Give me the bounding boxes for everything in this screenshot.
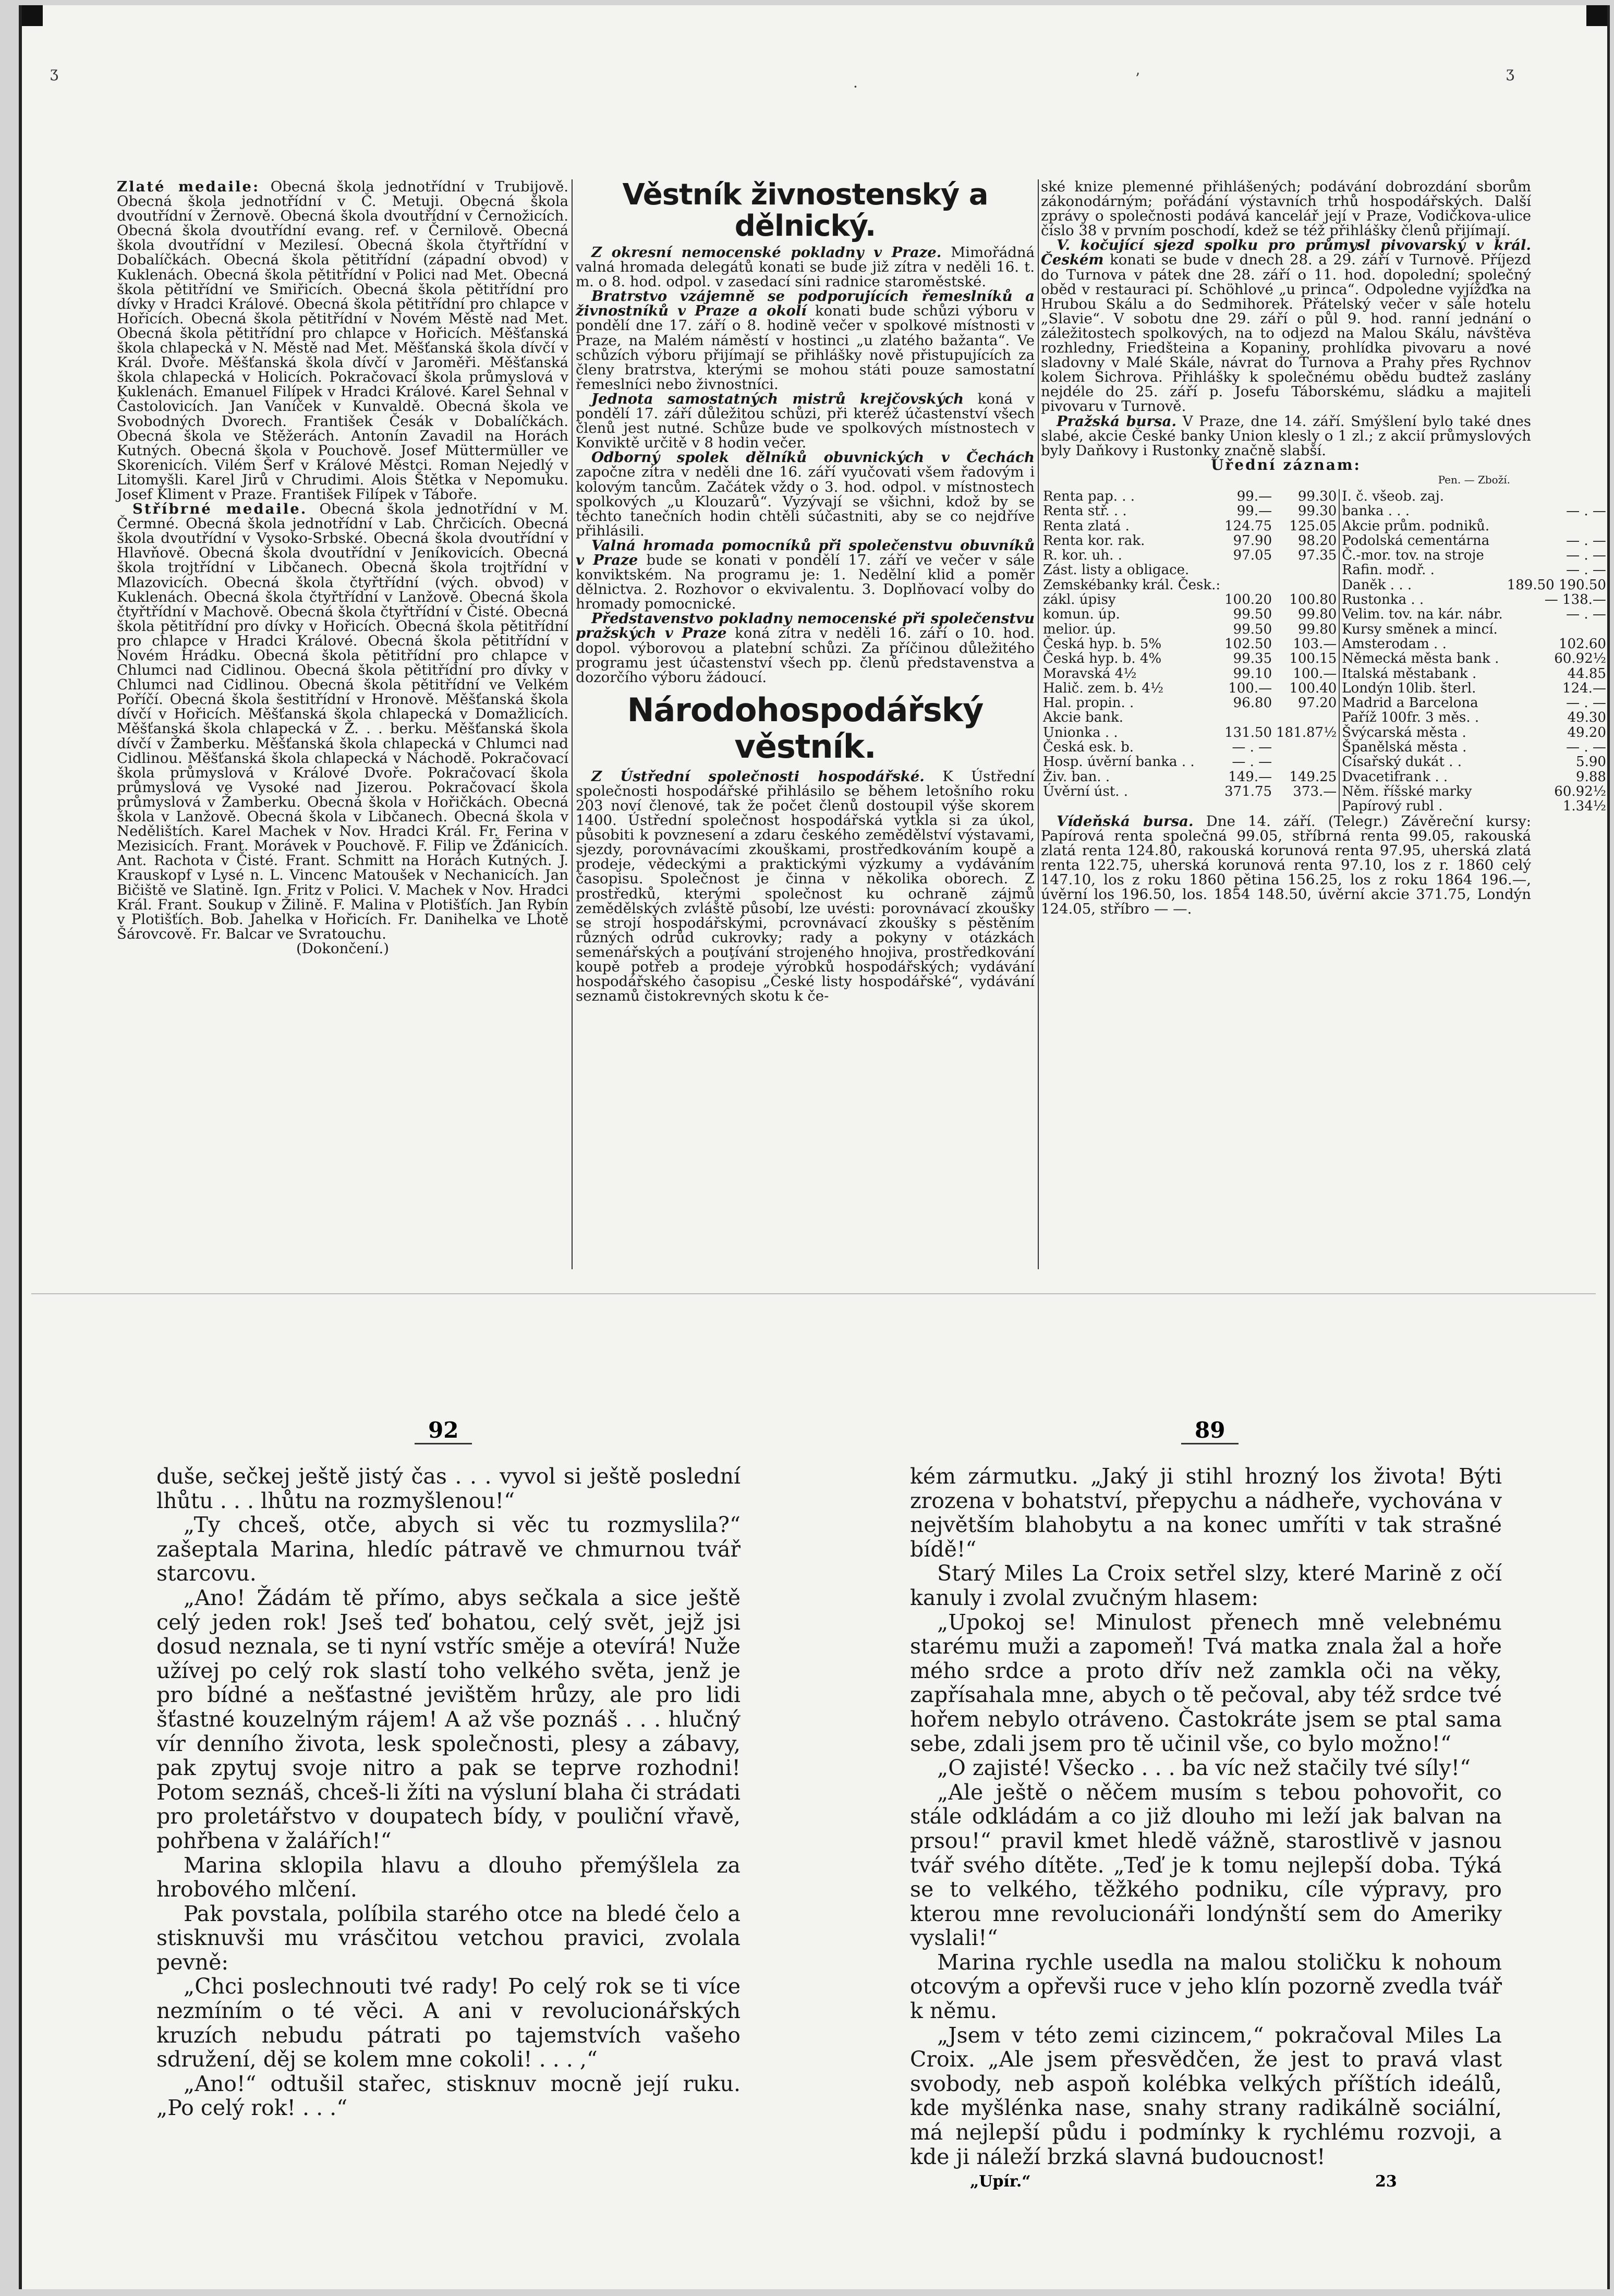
- quote-label: Velim. tov. na kár. nábr.: [1339, 607, 1504, 622]
- quote-label: Hal. propin. .: [1043, 695, 1134, 711]
- margin-mark: ʒ: [1506, 64, 1514, 81]
- item-text: koná zítra v neděli 16. září o 10. hod. dopol. výborovou a platební schůzi. Za příčinou důležitého programu jest účastenství všech pp. členů představenstva a dozorčího výboru žádoucí.: [576, 625, 1035, 686]
- quote-value: 97.35: [1297, 548, 1337, 564]
- quote-value: — 138.—: [1544, 592, 1606, 608]
- story-paragraph: „Ty chceš, otče, abych si věc tu rozmyslila?“ zašeptala Marina, hledíc pátravě ve chmurnou tvář starcovu.: [156, 1512, 741, 1586]
- quote-value: 100.40: [1289, 680, 1337, 696]
- quote-value: 99.50: [1233, 621, 1272, 637]
- quote-value: 99.—: [1236, 488, 1272, 504]
- scan-corner-left: [22, 5, 43, 26]
- quote-value: 49.30: [1567, 710, 1606, 726]
- quote-value: 99.30: [1297, 503, 1337, 519]
- quote-value: — . —: [1566, 695, 1606, 711]
- quote-row: [1041, 666, 1608, 681]
- quote-value: [1505, 622, 1608, 637]
- quote-value: [1274, 799, 1339, 813]
- item-text: koná v pondělí 17. září důležitou schůzi, při kteréž účastenství všech členů jest nutné. Schůze bude ve spolkových místnostech v Konviktě určitě v 8 hodin večer.: [576, 390, 1035, 452]
- quote-label: Kursy směnek a mincí.: [1339, 622, 1504, 637]
- quote-label: Německá města bank .: [1339, 651, 1504, 666]
- quote-label: Něm. říšské marky: [1339, 784, 1504, 799]
- quote-row: [1041, 533, 1608, 548]
- quote-value: 99.80: [1297, 606, 1337, 623]
- story-paragraph: „Ale ještě o něčem musím s tebou pohovořit, co stále odkládám a co již dlouho mi leží jak balvan na prsou!“ pravil kmet hledě vážně, starostlivě v jasnou tvář svého dítěte. „Teď je k tomu nejlepší doba. Týká se to velkého, těžkého podniku, cíle výpravy, pro kterou mne revolucionáři londýnští sem do Ameriky vyslali!“: [910, 1779, 1502, 1951]
- quote-value: 97.90: [1233, 532, 1272, 549]
- novel-page-right: [910, 1464, 1502, 2169]
- quote-row: [1041, 592, 1608, 607]
- margin-mark: ʒ: [50, 64, 58, 81]
- quote-label: melior. úp.: [1043, 621, 1117, 637]
- quote-value: — . —: [1566, 548, 1606, 564]
- newspaper-column-market: [1041, 178, 1606, 918]
- quote-value: [1505, 489, 1608, 504]
- quote-label: Podolská cementárna: [1339, 533, 1504, 548]
- story-paragraph: Pak povstala, políbila starého otce na bledé čelo a stisknuvši mu vrásčitou vetchou pravici, zvolala pevně:: [156, 1901, 741, 1975]
- continued-note: (Dokončení.): [296, 940, 389, 957]
- quote-row: [1041, 607, 1608, 622]
- quote-value: 60.92½: [1554, 651, 1606, 667]
- quote-value: 100.15: [1289, 651, 1337, 667]
- scan-corner-right: [1586, 5, 1607, 26]
- quote-value: 100.—: [1293, 665, 1337, 682]
- quote-row: [1041, 651, 1608, 666]
- quote-label: R. kor. uh. .: [1043, 548, 1122, 564]
- quote-value: 125.05: [1289, 518, 1337, 534]
- section-heading: Národohospodářský věstník.: [627, 690, 984, 766]
- quote-value: 124.—: [1562, 680, 1606, 696]
- quote-label: Zást. listy a obligace.: [1043, 562, 1190, 578]
- quote-value: 99.80: [1297, 621, 1337, 637]
- quote-label: I. č. všeob. zaj.: [1339, 489, 1504, 504]
- quote-row: [1041, 489, 1608, 504]
- story-paragraph: „Chci poslechnouti tvé rady! Po celý rok se ti více nezmíním o té věci. A ani v revolucionářských kruzích nebudu pátrati po tajemstvích vašeho sdružení, děj se kolem mne cokoli! . . . ,“: [156, 1974, 741, 2072]
- stock-quotes-table: [1041, 489, 1608, 814]
- story-paragraph: „Upokoj se! Minulost přenech mně velebnému starému muži a zapomeň! Tvá matka znala žal a hoře mého srdce a proto dřív než zamkla oči na věky, zapřísahala mne, abych o tě pečoval, aby též srdce tvé hořem nebylo otráveno. Častokráte jsem se ptal sama sebe, zdali jsem pro tě učinil vše, co bylo možno!“: [910, 1609, 1502, 1756]
- quote-row: [1041, 710, 1608, 725]
- quote-label: Amsterodam . .: [1339, 637, 1504, 651]
- quote-row: [1041, 622, 1608, 637]
- quote-label: Císařský dukát . .: [1339, 755, 1504, 769]
- quote-label: Č.-mor. tov. na stroje: [1339, 548, 1504, 563]
- quote-label: Unionka . .: [1043, 724, 1118, 740]
- quote-value: [1274, 710, 1339, 725]
- quote-value: 100.—: [1228, 680, 1272, 696]
- quote-row: [1041, 799, 1608, 813]
- quote-label: Paříž 100fr. 3 měs. .: [1339, 710, 1504, 725]
- novel-title-mark: „Upír.“: [970, 2172, 1031, 2191]
- quote-row: [1041, 681, 1608, 696]
- quote-value: 99.—: [1236, 503, 1272, 519]
- column-divider: [1038, 179, 1039, 1269]
- quote-label: Hosp. úvěrní banka . .: [1043, 754, 1195, 770]
- quote-value: 99.10: [1233, 665, 1272, 682]
- quote-value: 100.80: [1289, 592, 1337, 608]
- quote-label: Renta stř. . .: [1043, 503, 1127, 519]
- quote-value: [1274, 755, 1339, 769]
- item-lead: Z okresní nemocenské pokladny v Praze.: [591, 244, 942, 261]
- item-lead: Představenstvo pokladny nemocenské při společenstvu pražských v Praze: [576, 610, 1035, 642]
- item-text: bude se konati v pondělí 17. září ve večer v sále konviktském. Na programu je: 1. Nedělní klid a poměr dělnictva. 2. Rozhovor o ekvivalentu. 3. Doplňovací volby do hromady pomocnické.: [576, 551, 1035, 613]
- quote-label: Renta kor. rak.: [1043, 532, 1145, 549]
- quote-label: Živ. ban. .: [1043, 769, 1110, 785]
- quote-label: Akcie bank.: [1043, 710, 1123, 726]
- quote-value: 371.75: [1224, 783, 1272, 799]
- item-lead: Vídeňská bursa.: [1057, 812, 1194, 830]
- quote-value: 373.—: [1293, 783, 1337, 799]
- quote-value: 5.90: [1576, 754, 1606, 770]
- quote-value: 149.—: [1228, 769, 1272, 785]
- quote-value: [1222, 563, 1274, 577]
- paragraph: Obecná škola jednotřídní v Trubijově. Obecná škola jednotřídní v Č. Metuji. Obecná škola dvoutřídní v Žernově. Obecná škola dvoutřídní v Černožicích. Obecná škola dvoutřídní evang. ref. v Černilově. Obecná škola dvoutřídní v Mezilesí. Obecná škola čtyřtřídní v Dobalíčkách. Obecná škola pětitřídní (západní obvod) v Kuklenách. Obecná škola pětitřídní v Polici nad Met. Obecná škola pětitřídní ve Smiřicích. Obecná škola pětitřídní pro dívky v Hradci Králové. Obecná škola pětitřídní pro chlapce v Hořicích. Obecná škola pětitřídní v Novém Městě nad Met. Obecná škola pětitřídní pro chlapce v Hořicích. Měšťanská škola chlapecká v N. Městě nad Met. Měšťanská škola dívčí v Král. Dvoře. Měšťanská škola dívčí v Jaroměři. Měšťanská škola chlapecká v Holicích. Pokračovací škola průmyslová v Kuklenách. Emanuel Filípek v Hradci Králové. Karel Sehnal v Častolovicích. Jan Vaníček v Kunvaldě. Obecná škola ve Svobodných Dvorech. František Česák v Dobalíčkách. Obecná škola ve Stěžerách. Antonín Zavadil na Horách Kutných. Obecná škola v Pouchově. Josef Müttermüller ve Skorenicích. Vilém Šerf v Králové Městci. Roman Nejedlý v Litomyšli. Karel Jirů v Chrudimi. Alois Štětka v Nepomuku. Josef Kliment v Praze. František Filípek v Táboře.: [117, 178, 568, 503]
- quote-value: 49.20: [1567, 724, 1606, 740]
- item-text: Mimořádná valná hromada delegátů konati se bude již zítra v neděli 16. t. m. o 8. hod. odpol. v zasedací síni radnice staroměstské.: [576, 244, 1035, 290]
- item-lead: Valná hromada pomocníků při společenstvu obuvníků v Praze: [576, 537, 1035, 568]
- quote-value: 181.87½: [1276, 724, 1337, 740]
- quote-row: [1041, 519, 1608, 533]
- quote-label: Rustonka . .: [1339, 592, 1504, 607]
- quote-value: 44.85: [1567, 665, 1606, 682]
- quote-label: Španělská města .: [1339, 740, 1504, 755]
- quote-label: Renta pap. . .: [1043, 488, 1135, 504]
- page-number-right: 89: [1181, 1417, 1239, 1444]
- quote-row: [1041, 563, 1608, 577]
- quote-label: banka . . .: [1339, 504, 1504, 518]
- quote-row: [1041, 770, 1608, 784]
- quote-value: 102.60: [1558, 636, 1606, 652]
- quote-label: Úvěrní úst. .: [1043, 783, 1128, 799]
- quote-value: — . —: [1566, 739, 1606, 756]
- item-lead: V. kočující sjezd spolku pro průmysl pivovarský v král. Českém: [1041, 237, 1531, 269]
- quote-value: 97.20: [1297, 695, 1337, 711]
- quote-value: [1505, 519, 1608, 533]
- item-lead: Bratrstvo vzájemně se podporujících řemeslníků a živnostníků v Praze a okolí: [576, 288, 1035, 320]
- quote-value: — . —: [1232, 739, 1272, 756]
- page-number-left: 92: [415, 1417, 472, 1444]
- item-text: Dne 14. září. (Telegr.) Závěreční kursy: Papírová renta společná 99.05, stříbrná renta 99.05, rakouská zlatá renta 124.80, rakouská korunová renta 97.95, uherská zlatá renta 122.75, uherská korunová renta 97.10, los z r. 1860 celý 147.10, los z roku 1860 pětina 156.25, los z roku 1864 196.—, úvěrní los 196.50, los. 1854 148.50, úvěrní akcie 371.75, Londýn 124.05, stříbro — —.: [1041, 812, 1531, 918]
- story-paragraph: „Ano! Žádám tě přímo, abys sečkala a sice ještě celý jeden rok! Jseš teď bohatou, celý svět, jejž jsi dosud neznala, se ti nyní vstříc směje a otevírá! Nuže užívej po celý rok slastí toho velkého světa, jenž je pro bídné a nešťastné jevištěm hrůzy, ale pro lidi šťastné kouzelným rájem! A až vše poznáš . . . hlučný vír denního života, lesk společnosti, plesy a zábavy, pak zpytuj svoje nitro a pak se teprve rozhodni! Potom seznáš, chceš-li žíti na výsluní blaha či strádati pro proletářstvo v doupatech bídy, v pouliční vřavě, pohřbena v žalářích!“: [156, 1585, 741, 1853]
- quote-value: 98.20: [1297, 532, 1337, 549]
- quote-row: [1041, 578, 1608, 592]
- quote-label: Zemskébanky král. Česk.:: [1043, 577, 1221, 593]
- quote-label: Rafin. modř. .: [1339, 563, 1504, 577]
- story-paragraph: duše, sečkej ještě jistý čas . . . vyvol si ještě poslední lhůtu . . . lhůtu na rozmyšlenou!“: [156, 1464, 741, 1513]
- item-text: konati se bude v dnech 28. a 29. září v Turnově. Příjezd do Turnova v pátek dne 28. září o 11. hod. dopolední; společný oběd v restauraci pí. Schöhlové „u princa“. Odpoledne vyjížďka na Hrubou Skálu a do Sedmihorek. Přátelský večer v sále hotelu „Slavie“. V sobotu dne 29. září o půl 9. hod. ranní jednání o záležitostech spolkových, na to odjezd na Malou Skálu, návštěva rozhledny, Friedšteina a Kopaniny, prohlídka pivovaru a nové sladovny v Malé Skále, návrat do Turnova a Prahy přes Rychnov kolem Sichrova. Přihlášky k společnému obědu budtež zaslány nejdéle do 25. září p. Josefu Táborskému, sládku a majiteli pivovaru v Turnově.: [1041, 251, 1531, 415]
- quote-label: Akcie prům. podniků.: [1339, 519, 1504, 533]
- quote-value: 131.50: [1224, 724, 1272, 740]
- quote-row: [1041, 696, 1608, 710]
- margin-mark: ·: [853, 78, 858, 95]
- quote-value: [1274, 740, 1339, 755]
- story-paragraph: „Jsem v této zemi cizincem,“ pokračoval Miles La Croix. „Ale jsem přesvědčen, že jest to pravá vlast svobody, neb aspoň kolébka velkých příštích ideálů, kde myšlénka nase, snahy strany radikálně sociální, má nejlepší půdu i podmínky k rychlému rozvoji, a kde ji náleží brzká slavná budoucnost!: [910, 2022, 1502, 2169]
- novel-page-left: [156, 1464, 741, 2120]
- quote-value: 103.—: [1293, 636, 1337, 652]
- quote-label: komun. úp.: [1043, 606, 1120, 623]
- item-text: započne zítra v neděli dne 16. září vyučovati všem řadovým i kolovým tancům. Začátek vždy o 3. hod. odpol. v místnostech spolkových „u Klouzarů“. Vyzývají se všichni, kdož by se těchto tanečních hodin chtěli súčastniti, aby se co nejdříve přihlásili.: [576, 464, 1035, 539]
- quote-label: Švýcarská města .: [1339, 725, 1504, 740]
- quote-value: 9.88: [1576, 769, 1606, 785]
- item-text: konati bude schůzi výboru v pondělí dne 17. září o 8. hodině večer v spolkové místnosti v Praze, na Malém náměstí v hostinci „u zlatého bažanta“. Ve schůzích výboru přijímají se přihlášky nově přistupujících za členy bratrstva, kterými se mohou státi pouze samostatní řemeslníci nebo živnostníci.: [576, 302, 1035, 393]
- quote-label: Italská městabank .: [1339, 666, 1504, 681]
- quote-value: [1274, 563, 1339, 577]
- story-paragraph: Marina sklopila hlavu a dlouho přemýšlela za hrobového mlčení.: [156, 1852, 741, 1902]
- paragraph: ské knize plemenné přihlášených; podávání dobrozdání sborům zákonodárným; pořádání výstavních trhů hospodářských. Další zprávy o společnosti podává kancelář její v Praze, Vodičkova-ulice číslo 38 v prvním poschodí, kdež se též přihlášky členů přijímají.: [1041, 178, 1531, 239]
- quote-value: 96.80: [1233, 695, 1272, 711]
- quote-label: Česká esk. b.: [1043, 739, 1134, 756]
- quote-value: — . —: [1566, 606, 1606, 623]
- quote-row: [1041, 784, 1608, 799]
- table-title: Úřední záznam:: [1211, 456, 1361, 473]
- quote-label: Moravská 4½: [1043, 665, 1137, 682]
- story-paragraph: kém zármutku. „Jaký ji stihl hrozný los života! Býti zrozena v bohatství, přepychu a nádheře, vychována v největším blahobytu a na konec umříti v tak strašné bídě!“: [910, 1464, 1502, 1562]
- quote-row: [1041, 725, 1608, 740]
- quote-value: [1222, 710, 1274, 725]
- quote-value: 102.50: [1224, 636, 1272, 652]
- newspaper-column-bulletin: [576, 179, 1035, 1003]
- signature-number: 23: [1375, 2172, 1397, 2191]
- quote-value: 1.34½: [1562, 798, 1606, 815]
- quote-label: Londýn 10lib. šterl.: [1339, 681, 1504, 696]
- section-lead: Stříbrné medaile.: [132, 501, 308, 518]
- quote-value: [1274, 578, 1339, 592]
- story-paragraph: Marina rychle usedla na malou stoličku k nohoum otcovým a opřevši ruce v jeho klín pozorně zvedla tvář k němu.: [910, 1949, 1502, 2024]
- story-paragraph: „Ano!“ odtušil stařec, stisknuv mocně její ruku. „Po celý rok! . . .“: [156, 2071, 741, 2121]
- quote-value: 189.50 190.50: [1507, 577, 1606, 593]
- quote-label: Papírový rubl .: [1339, 799, 1504, 813]
- column-divider: [572, 179, 573, 1269]
- story-paragraph: Starý Miles La Croix setřel slzy, které Marině z očí kanuly i zvolal zvučným hlasem:: [910, 1561, 1502, 1610]
- item-text: K Ústřední společnosti hospodářské přihlásilo se během letošního roku 203 noví členové, tak že počet členů dostoupil výše skorem 1400. Ústřední společnost hospodářská vytkla si za úkol, působiti k povznesení a zdaru českého zemědělství výstavami, sjezdy, porovnávacími zkouškami, prostředkováním koupě a prodeje, vědeckými a praktickými výzkumy a vydáváním časopisu. Společnost je činna v několika oborech. Z prostředků, kterými společnost ku ochraně zájmů zemědělských zvláště působí, lze uvésti: porovnávací zkoušky se strojí hospodářskými, pcrovnávací zkoušky s pěstěním různých odrůd cukrovky; rady a pokyny v otázkách semenářských a pouţívání strojeného hnojiva, prostředkování koupě potřeb a prodeje výrobků hospodářských; vydávání hospodářského časopisu „České listy hospodářské“, vydávání seznamů čistokrevných skotu k če-: [576, 768, 1035, 1005]
- quote-label: Daněk . . .: [1339, 578, 1504, 592]
- quote-label: Halič. zem. b. 4½: [1043, 680, 1164, 696]
- quote-value: — . —: [1566, 503, 1606, 519]
- section-lead: Zlaté medaile:: [117, 178, 260, 195]
- story-paragraph: „O zajisté! Všecko . . . ba víc než stačily tvé síly!“: [937, 1755, 1471, 1781]
- item-lead: Jednota samostatných mistrů krejčovských: [591, 390, 964, 407]
- quote-label: Renta zlatá .: [1043, 518, 1130, 534]
- quote-value: 100.20: [1224, 592, 1272, 608]
- quote-value: 149.25: [1289, 769, 1337, 785]
- quote-row: [1041, 548, 1608, 563]
- item-lead: Pražská bursa.: [1057, 412, 1177, 430]
- quote-value: 99.50: [1233, 606, 1272, 623]
- paragraph: Obecná škola jednotřídní v M. Čermné. Obecná škola jednotřídní v Lab. Chrčicích. Obecná škola dvoutřídní v Vysoko-Srbské. Obecná škola dvoutřídní v Hlavňově. Obecná škola dvoutřídní v Jeníkovicích. Obecná škola trojtřídní v Libčanech. Obecná škola trojtřídní v Mlazovicích. Obecná škola čtyřtřídní (vých. obvod) v Kuklenách. Obecná škola čtyřtřídní v Lanžově. Obecná škola čtyřtřídní v Machově. Obecná škola čtyřtřídní v Čisté. Obecná škola pětitřídní pro dívky v Hořicích. Obecná škola pětitřídní pro chlapce v Hradci Králové. Obecná škola pětitřídní v Novém Hrádku. Obecná škola pětitřídní pro chlapce v Chlumci nad Cidlinou. Obecná škola pětitřídní pro dívky v Chlumci nad Cidlinou. Obecná škola pětitřídní ve Velkém Poříčí. Obecná škola šestitřídní v Hronově. Měšťanská škola dívčí v Hořicích. Měšťanská škola chlapecká v Domažlicích. Měšťanská škola chlapecká v Ž. . . berku. Měšťanská škola dívčí v Žamberku. Měšťanská škola chlapecká v Chlumci nad Cidlinou. Měšťanská škola chlapecká v Náchodě. Pokračovací škola průmyslová v Králové Dvoře. Pokračovací škola průmyslová ve Vysoké nad Jizerou. Pokračovací škola průmyslová v Žamberku. Obecná škola v Hořičkách. Obecná škola v Lanžově. Obecná škola v Libčanech. Obecná škola v Nedělištích. Karel Machek v Nov. Hradci Král. Fr. Ferina v Mezisicích. Frant. Morávek v Pouchově. F. Filip ve Žďánicích. Ant. Rachota v Čisté. Frant. Schmitt na Horách Kutných. J. Krauskopf v Lysé n. L. Vincenc Matoušek v Nechanicích. Jan Bičiště ve Slatině. Ign. Fritz v Polici. V. Machek v Nov. Hradci Král. Frant. Soukup v Žilině. F. Malina v Plotišťích. Jan Rybín v Plotišťích. Bob. Jahelka v Hořicích. Fr. Danihelka ve Lhotě Šárovcově. Fr. Balcar ve Svratouchu.: [117, 501, 568, 942]
- quote-value: [1222, 799, 1274, 813]
- quote-label: Česká hyp. b. 5%: [1043, 636, 1162, 652]
- quote-value: 99.35: [1233, 651, 1272, 667]
- quote-label: Madrid a Barcelona: [1339, 696, 1504, 710]
- quote-value: — . —: [1232, 754, 1272, 770]
- quote-value: 97.05: [1233, 548, 1272, 564]
- item-lead: Z Ústřední společnosti hospodářské.: [591, 768, 925, 785]
- quote-value: 99.30: [1297, 488, 1337, 504]
- quote-label: Česká hyp. b. 4%: [1043, 651, 1162, 667]
- quote-label: zákl. úpisy: [1043, 592, 1116, 608]
- newspaper-column-awards: [117, 179, 568, 956]
- quote-value: — . —: [1566, 532, 1606, 549]
- item-lead: Odborný spolek dělníků obuvnických v Čechách: [591, 449, 1035, 466]
- section-heading: Věstník živnostenský a dělnický.: [622, 178, 988, 243]
- page-divider: [31, 1293, 1596, 1294]
- item-text: V Praze, dne 14. září. Smýšlení bylo také dnes slabé, akcie České banky Union klesly o 1 zl.; z akcií průmyslových byly Daňkovy i Rustonky značně slabší.: [1041, 412, 1531, 459]
- quote-value: 124.75: [1224, 518, 1272, 534]
- quote-value: — . —: [1566, 562, 1606, 578]
- quote-value: [1222, 578, 1274, 592]
- quote-row: [1041, 637, 1608, 651]
- quote-row: [1041, 755, 1608, 769]
- quote-row: [1041, 740, 1608, 755]
- margin-mark: ’: [1135, 70, 1140, 87]
- quote-label: [1041, 799, 1222, 813]
- quote-label: Dvacetifrank . .: [1339, 770, 1504, 784]
- quote-value: 60.92½: [1554, 783, 1606, 799]
- table-header-note: Pen. — Zboží.: [1438, 473, 1510, 486]
- quote-row: [1041, 504, 1608, 518]
